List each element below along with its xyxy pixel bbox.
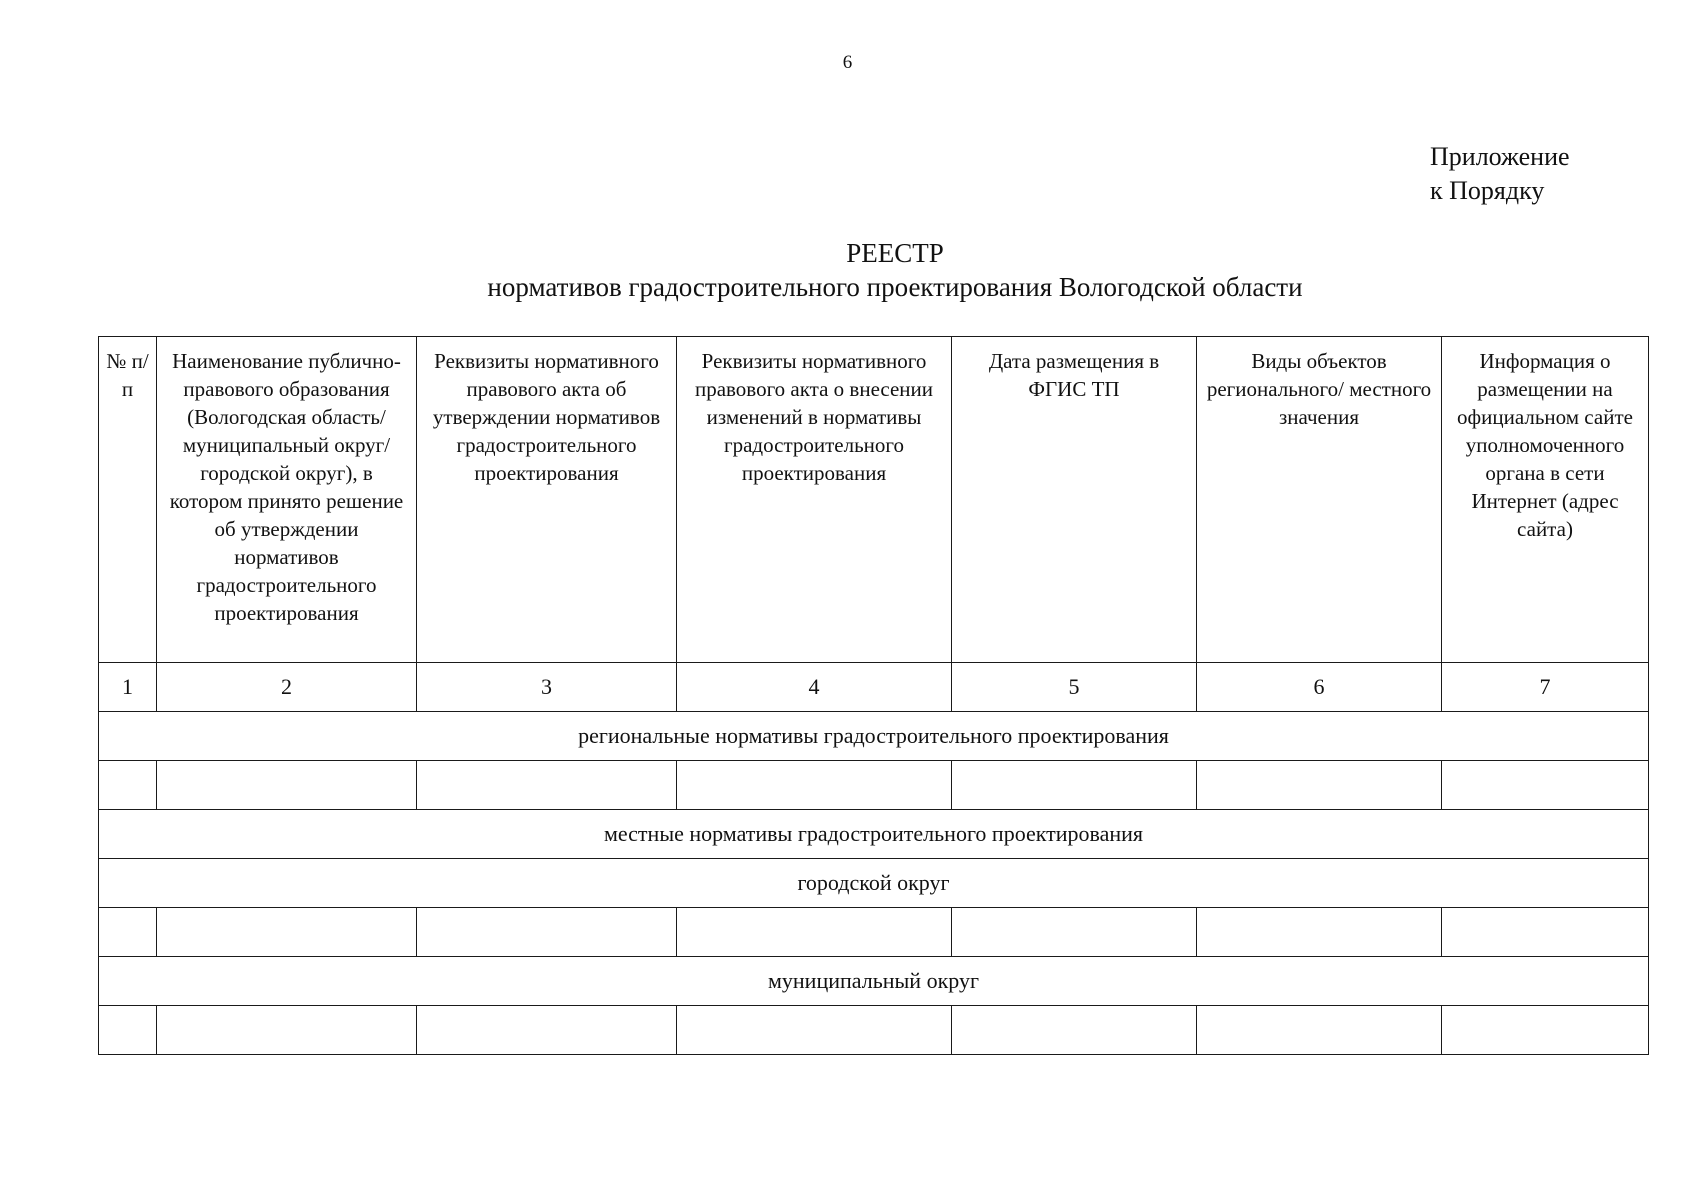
empty-row [99,908,1649,957]
empty-cell [99,908,157,957]
header-cell-number: № п/п [99,337,157,663]
header-cell-object-types: Виды объектов регионального/ местного значения [1197,337,1442,663]
section-heading-municipal-district: муниципальный округ [99,957,1649,1006]
column-number: 5 [952,663,1197,712]
section-heading-local: местные нормативы градостроительного проектирования [99,810,1649,859]
page-number: 6 [842,52,853,73]
empty-cell [417,908,677,957]
appendix-line-1: Приложение [1430,142,1570,171]
empty-cell [677,908,952,957]
title-line-2: нормативов градостроительного проектирования Вологодской области [487,272,1303,302]
register-table [98,336,1649,1055]
empty-cell [1442,761,1649,810]
empty-cell [677,1006,952,1055]
empty-cell [157,1006,417,1055]
column-number: 1 [99,663,157,712]
empty-cell [1197,908,1442,957]
column-number: 3 [417,663,677,712]
header-cell-amendment-act: Реквизиты нормативного правового акта о внесении изменений в нормативы градостроительного проектирования [677,337,952,663]
empty-cell [99,761,157,810]
empty-cell [1197,1006,1442,1055]
column-number-row [99,663,1649,712]
empty-cell [677,761,952,810]
header-row [99,337,1649,663]
document-title [0,236,1695,304]
column-number: 2 [157,663,417,712]
empty-cell [952,761,1197,810]
empty-cell [157,908,417,957]
empty-cell [1442,908,1649,957]
empty-cell [952,908,1197,957]
empty-cell [952,1006,1197,1055]
section-row-regional [99,712,1649,761]
header-cell-approval-act: Реквизиты нормативного правового акта об утверждении нормативов градостроительного проектирования [417,337,677,663]
header-cell-website-info: Информация о размещении на официальном сайте уполномоченного органа в сети Интернет (адрес сайта) [1442,337,1649,663]
header-cell-entity-name: Наименование публично-правового образования (Вологодская область/ муниципальный округ/ городской округ), в котором принято решение об утверждении нормативов градостроительного проектирования [157,337,417,663]
empty-cell [417,1006,677,1055]
empty-cell [1442,1006,1649,1055]
section-row-city-district [99,859,1649,908]
empty-cell [417,761,677,810]
column-number: 6 [1197,663,1442,712]
title-line-1: РЕЕСТР [846,238,944,268]
section-row-local [99,810,1649,859]
header-cell-fgis-date: Дата размещения в ФГИС ТП [952,337,1197,663]
empty-row [99,761,1649,810]
empty-cell [1197,761,1442,810]
empty-row [99,1006,1649,1055]
section-heading-city-district: городской округ [99,859,1649,908]
section-row-municipal-district [99,957,1649,1006]
empty-cell [99,1006,157,1055]
appendix-line-2: к Порядку [1430,176,1545,205]
empty-cell [157,761,417,810]
section-heading-regional: региональные нормативы градостроительного проектирования [99,712,1649,761]
column-number: 4 [677,663,952,712]
appendix-note [1430,140,1570,208]
column-number: 7 [1442,663,1649,712]
